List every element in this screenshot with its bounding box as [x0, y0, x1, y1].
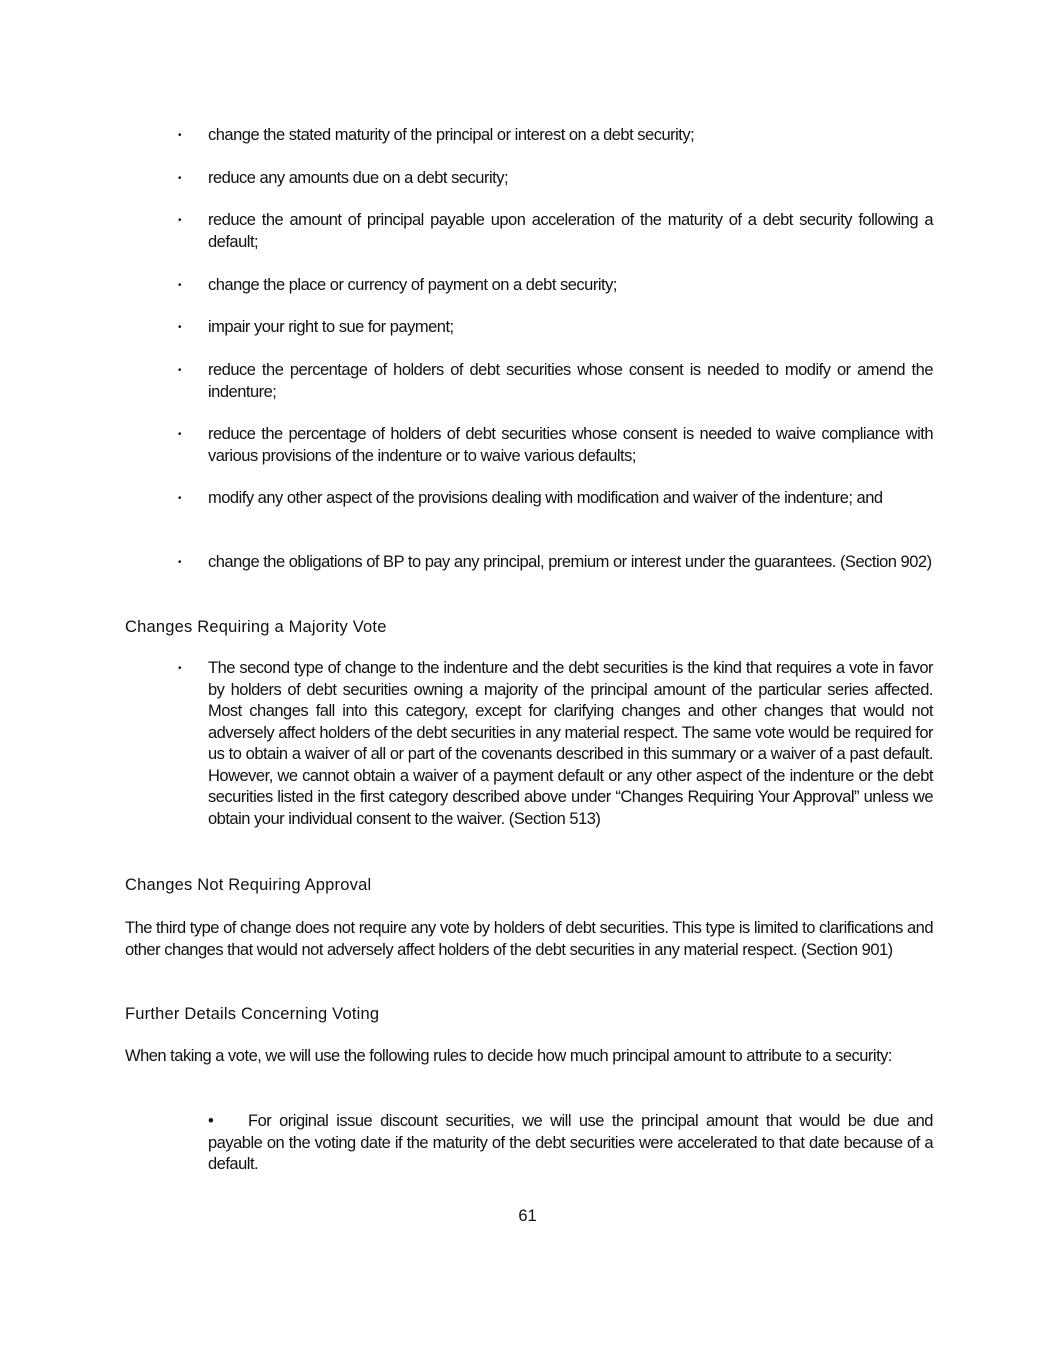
bullet-marker: • — [208, 1112, 214, 1130]
bullet-marker: • — [178, 663, 182, 674]
list-item-text: reduce the percentage of holders of debt securities whose consent is needed to modify or amend the indenture; — [208, 361, 933, 401]
list-item — [178, 168, 933, 190]
bullet-marker: • — [178, 429, 182, 440]
list-item — [178, 275, 933, 297]
list-item — [178, 360, 933, 403]
voting-rule-text: For original issue discount securities, we will use the principal amount that would be due and payable on the voting date if the maturity of the debt securities were accelerated to that date because of a default. — [208, 1112, 933, 1173]
paragraph-voting-intro: When taking a vote, we will use the following rules to decide how much principal amount to attribute to a security: — [125, 1047, 893, 1065]
list-item — [178, 210, 933, 253]
list-item-text: impair your right to sue for payment; — [208, 318, 454, 336]
list-item-text: reduce any amounts due on a debt security; — [208, 169, 509, 187]
section-heading-voting: Further Details Concerning Voting — [125, 1005, 380, 1023]
list-item-text: change the obligations of BP to pay any principal, premium or interest under the guarantees. (Section 902) — [208, 553, 932, 571]
bullet-marker: • — [178, 557, 182, 568]
list-item — [178, 317, 933, 339]
list-item-text: reduce the amount of principal payable upon acceleration of the maturity of a debt security following a default; — [208, 211, 933, 251]
list-item-text: change the place or currency of payment on a debt security; — [208, 276, 617, 294]
list-item-text: change the stated maturity of the principal or interest on a debt security; — [208, 126, 695, 144]
list-item-text: The second type of change to the indenture and the debt securities is the kind that requires a vote in favor by holders of debt securities owning a majority of the principal amount of the particular series affected. Most changes fall into this category, except for clarifying changes and other changes that would not adversely affect holders of the debt securities in any material respect. The same vote would be required for us to obtain a waiver of all or part of the covenants described in this summary or a waiver of a past default. However, we cannot obtain a waiver of a payment default or any other aspect of the indenture or the debt securities listed in the first category described above under “Changes Requiring Your Approval” unless we obtain your individual consent to the waiver. (Section 513) — [208, 659, 933, 828]
list-item — [178, 658, 933, 830]
section-heading-not-requiring-approval: Changes Not Requiring Approval — [125, 876, 372, 894]
list-item — [178, 552, 933, 574]
bullet-marker: • — [178, 215, 182, 226]
list-item-text: modify any other aspect of the provisions dealing with modification and waiver of the indenture; and — [208, 489, 883, 507]
bullet-marker: • — [178, 173, 182, 184]
bullet-marker: • — [178, 365, 182, 376]
list-item — [178, 424, 933, 467]
voting-rule-item — [208, 1111, 933, 1176]
bullet-marker: • — [178, 280, 182, 291]
paragraph-not-requiring-approval: The third type of change does not require any vote by holders of debt securities. This type is limited to clarifications and other changes that would not adversely affect holders of the debt securities in any material respect. (Section 901) — [125, 919, 933, 959]
section-heading-majority-vote: Changes Requiring a Majority Vote — [125, 618, 387, 636]
list-item-text: reduce the percentage of holders of debt securities whose consent is needed to waive compliance with various provisions of the indenture or to waive various defaults; — [208, 425, 933, 465]
list-item — [178, 125, 933, 147]
list-item — [178, 488, 933, 510]
bullet-marker: • — [178, 493, 182, 504]
page-number: 61 — [518, 1207, 537, 1225]
bullet-marker: • — [178, 130, 182, 141]
bullet-marker: • — [178, 322, 182, 333]
